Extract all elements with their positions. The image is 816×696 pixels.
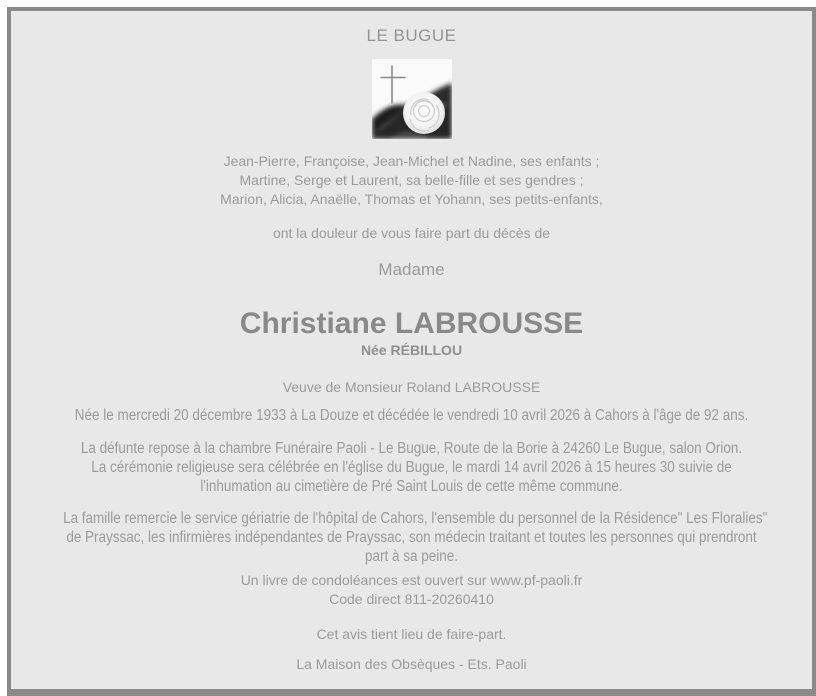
memorial-photo <box>372 59 452 139</box>
deceased-name: Christiane LABROUSSE <box>239 307 584 340</box>
family-list <box>11 152 812 209</box>
ceremony-line: l'inhumation au cimetière de Pré Saint Louis de cette même commune. <box>200 478 623 495</box>
ceremony-block <box>11 439 812 496</box>
funeral-home-name: La Maison des Obsèques - Ets. Paoli <box>296 656 527 672</box>
ceremony-line: La cérémonie religieuse sera célébrée en l'église du Bugue, le mardi 14 avril 2026 à 15 heures 30 suivie de <box>91 459 732 476</box>
obituary-panel <box>7 7 816 696</box>
ceremony-line: La défunte repose à la chambre Funéraire Paoli - Le Bugue, Route de la Borie à 24260 Le Bugue, salon Orion. <box>80 440 743 457</box>
faire-part-notice: Cet avis tient lieu de faire-part. <box>316 626 507 642</box>
deceased-title: Madame <box>378 260 445 279</box>
widow-line: Veuve de Monsieur Roland LABROUSSE <box>282 379 541 395</box>
family-line: Marion, Alicia, Anaëlle, Thomas et Yohann, ses petits-enfants, <box>220 191 603 207</box>
condolence-book-line: Un livre de condoléances est ouvert sur www.pf-paoli.fr <box>240 572 583 588</box>
rose-icon <box>403 92 445 134</box>
family-line: Martine, Serge et Laurent, sa belle-fille et ses gendres ; <box>239 172 584 188</box>
life-dates-block <box>11 406 812 425</box>
announcement-text: ont la douleur de vous faire part du décès de <box>272 225 551 241</box>
thanks-line: part à sa peine. <box>365 548 458 565</box>
thanks-block <box>11 509 812 566</box>
thanks-line: La famille remercie le service gériatrie de l'hôpital de Cahors, l'ensemble du personnel de la Résidence" Les Floralies" <box>63 510 768 527</box>
thanks-line: de Prayssac, les infirmières indépendantes de Prayssac, son médecin traitant et toutes les personnes qui prendront <box>66 529 757 546</box>
city-name: LE BUGUE <box>366 26 457 45</box>
life-dates-line: Née le mercredi 20 décembre 1933 à La Douze et décédée le vendredi 10 avril 2026 à Cahors à l'âge de 92 ans. <box>74 407 749 424</box>
maiden-name: Née RÉBILLOU <box>360 342 463 358</box>
family-line: Jean-Pierre, Françoise, Jean-Michel et Nadine, ses enfants ; <box>223 153 600 169</box>
condolence-code-line: Code direct 811-20260410 <box>329 591 494 607</box>
condolences-block <box>11 571 812 609</box>
